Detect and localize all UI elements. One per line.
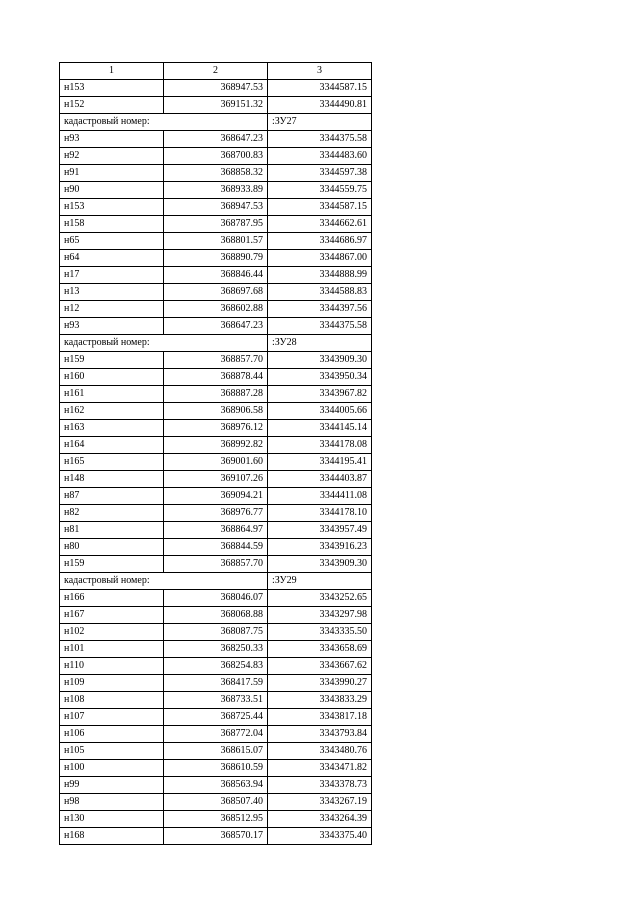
table-row [60, 726, 372, 743]
point-name: н13 [60, 284, 164, 301]
table-row [60, 386, 372, 403]
point-name: н93 [60, 318, 164, 335]
coordinate-y: 3343267.19 [268, 794, 372, 811]
coordinate-y: 3344375.58 [268, 131, 372, 148]
coordinate-y: 3344559.75 [268, 182, 372, 199]
point-name: н159 [60, 556, 164, 573]
table-row [60, 607, 372, 624]
table-row [60, 352, 372, 369]
column-header-2: 2 [164, 63, 268, 80]
coordinate-x: 368976.12 [164, 420, 268, 437]
table-row [60, 97, 372, 114]
coordinate-x: 368700.83 [164, 148, 268, 165]
point-name: н80 [60, 539, 164, 556]
cadastral-number-row [60, 573, 372, 590]
coordinate-y: 3343658.69 [268, 641, 372, 658]
point-name: н91 [60, 165, 164, 182]
coordinate-y: 3343793.84 [268, 726, 372, 743]
table-row [60, 369, 372, 386]
coordinate-y: 3343950.34 [268, 369, 372, 386]
table-row [60, 590, 372, 607]
coordinate-y: 3343667.62 [268, 658, 372, 675]
point-name: н92 [60, 148, 164, 165]
table-row [60, 301, 372, 318]
point-name: н130 [60, 811, 164, 828]
point-name: н101 [60, 641, 164, 658]
coordinate-x: 368563.94 [164, 777, 268, 794]
point-name: н106 [60, 726, 164, 743]
table-row [60, 709, 372, 726]
table-row [60, 505, 372, 522]
coordinate-y: 3344588.83 [268, 284, 372, 301]
table-row [60, 454, 372, 471]
coordinate-y: 3344005.66 [268, 403, 372, 420]
coordinate-x: 368733.51 [164, 692, 268, 709]
point-name: н82 [60, 505, 164, 522]
coordinate-y: 3344178.08 [268, 437, 372, 454]
column-header-3: 3 [268, 63, 372, 80]
coordinate-y: 3343480.76 [268, 743, 372, 760]
point-name: н99 [60, 777, 164, 794]
point-name: н17 [60, 267, 164, 284]
coordinate-x: 369094.21 [164, 488, 268, 505]
coordinate-y: 3343909.30 [268, 352, 372, 369]
coordinate-y: 3344686.97 [268, 233, 372, 250]
coordinate-y: 3344375.58 [268, 318, 372, 335]
coordinates-table [59, 62, 372, 845]
table-row [60, 641, 372, 658]
point-name: н105 [60, 743, 164, 760]
coordinate-x: 368250.33 [164, 641, 268, 658]
point-name: н165 [60, 454, 164, 471]
coordinate-y: 3343833.29 [268, 692, 372, 709]
table-row [60, 403, 372, 420]
point-name: н162 [60, 403, 164, 420]
coordinate-x: 368947.53 [164, 199, 268, 216]
point-name: н64 [60, 250, 164, 267]
point-name: н109 [60, 675, 164, 692]
coordinate-x: 368933.89 [164, 182, 268, 199]
table-row [60, 675, 372, 692]
coordinate-y: 3343264.39 [268, 811, 372, 828]
cadastral-number-value: :ЗУ29 [268, 573, 372, 590]
cadastral-number-spacer [164, 335, 268, 352]
point-name: н110 [60, 658, 164, 675]
point-name: н153 [60, 80, 164, 97]
coordinate-x: 368647.23 [164, 131, 268, 148]
table-row [60, 794, 372, 811]
coordinate-x: 368858.32 [164, 165, 268, 182]
table-row [60, 420, 372, 437]
coordinate-x: 368801.57 [164, 233, 268, 250]
point-name: н108 [60, 692, 164, 709]
coordinate-y: 3343967.82 [268, 386, 372, 403]
coordinate-y: 3343817.18 [268, 709, 372, 726]
coordinate-x: 368602.88 [164, 301, 268, 318]
point-name: н160 [60, 369, 164, 386]
coordinate-x: 368857.70 [164, 352, 268, 369]
table-row [60, 522, 372, 539]
table-row [60, 624, 372, 641]
coordinate-x: 368697.68 [164, 284, 268, 301]
table-row [60, 692, 372, 709]
table-row [60, 828, 372, 845]
point-name: н65 [60, 233, 164, 250]
point-name: н153 [60, 199, 164, 216]
coordinate-y: 3344195.41 [268, 454, 372, 471]
point-name: н168 [60, 828, 164, 845]
coordinate-x: 368417.59 [164, 675, 268, 692]
coordinate-y: 3344397.56 [268, 301, 372, 318]
coordinate-y: 3343909.30 [268, 556, 372, 573]
coordinate-x: 368087.75 [164, 624, 268, 641]
coordinate-y: 3344145.14 [268, 420, 372, 437]
point-name: н107 [60, 709, 164, 726]
point-name: н90 [60, 182, 164, 199]
point-name: н148 [60, 471, 164, 488]
point-name: н167 [60, 607, 164, 624]
coordinate-x: 369151.32 [164, 97, 268, 114]
point-name: н152 [60, 97, 164, 114]
coordinate-y: 3343335.50 [268, 624, 372, 641]
coordinate-x: 368615.07 [164, 743, 268, 760]
table-row [60, 267, 372, 284]
coordinate-x: 368947.53 [164, 80, 268, 97]
coordinate-x: 368507.40 [164, 794, 268, 811]
table-row [60, 318, 372, 335]
coordinate-y: 3344587.15 [268, 80, 372, 97]
coordinate-y: 3343916.23 [268, 539, 372, 556]
point-name: н159 [60, 352, 164, 369]
coordinate-x: 368976.77 [164, 505, 268, 522]
coordinate-y: 3344490.81 [268, 97, 372, 114]
coordinate-x: 368787.95 [164, 216, 268, 233]
point-name: н161 [60, 386, 164, 403]
table-row [60, 471, 372, 488]
table-row [60, 488, 372, 505]
coordinate-x: 368570.17 [164, 828, 268, 845]
coordinate-y: 3343990.27 [268, 675, 372, 692]
table-row [60, 80, 372, 97]
coordinate-y: 3343378.73 [268, 777, 372, 794]
coordinate-x: 368857.70 [164, 556, 268, 573]
coordinate-y: 3343252.65 [268, 590, 372, 607]
table-row [60, 658, 372, 675]
coordinate-x: 368647.23 [164, 318, 268, 335]
cadastral-number-label: кадастровый номер: [60, 114, 164, 131]
coordinate-y: 3344587.15 [268, 199, 372, 216]
cadastral-number-spacer [164, 114, 268, 131]
table-row [60, 811, 372, 828]
point-name: н166 [60, 590, 164, 607]
coordinate-x: 368846.44 [164, 267, 268, 284]
coordinate-y: 3344411.08 [268, 488, 372, 505]
cadastral-number-value: :ЗУ28 [268, 335, 372, 352]
coordinate-y: 3344867.00 [268, 250, 372, 267]
table-row [60, 760, 372, 777]
table-row [60, 199, 372, 216]
cadastral-number-value: :ЗУ27 [268, 114, 372, 131]
cadastral-number-row [60, 335, 372, 352]
table-row [60, 284, 372, 301]
table-row [60, 182, 372, 199]
point-name: н93 [60, 131, 164, 148]
coordinate-y: 3344597.38 [268, 165, 372, 182]
coordinate-y: 3344178.10 [268, 505, 372, 522]
coordinate-x: 368878.44 [164, 369, 268, 386]
table-row [60, 131, 372, 148]
coordinates-table-body [60, 63, 372, 845]
coordinate-x: 368887.28 [164, 386, 268, 403]
coordinate-y: 3343471.82 [268, 760, 372, 777]
coordinate-x: 368864.97 [164, 522, 268, 539]
point-name: н164 [60, 437, 164, 454]
coordinate-y: 3344662.61 [268, 216, 372, 233]
coordinate-x: 368046.07 [164, 590, 268, 607]
coordinate-x: 368844.59 [164, 539, 268, 556]
table-row [60, 539, 372, 556]
table-header-row [60, 63, 372, 80]
coordinate-x: 368906.58 [164, 403, 268, 420]
point-name: н100 [60, 760, 164, 777]
table-row [60, 777, 372, 794]
coordinate-x: 369107.26 [164, 471, 268, 488]
table-row [60, 148, 372, 165]
coordinate-y: 3343375.40 [268, 828, 372, 845]
coordinate-y: 3343297.98 [268, 607, 372, 624]
coordinate-x: 368068.88 [164, 607, 268, 624]
coordinate-x: 368610.59 [164, 760, 268, 777]
point-name: н102 [60, 624, 164, 641]
table-row [60, 437, 372, 454]
cadastral-number-label: кадастровый номер: [60, 335, 164, 352]
coordinate-y: 3344888.99 [268, 267, 372, 284]
table-row [60, 250, 372, 267]
coordinate-y: 3344483.60 [268, 148, 372, 165]
point-name: н158 [60, 216, 164, 233]
coordinate-x: 368254.83 [164, 658, 268, 675]
table-row [60, 743, 372, 760]
cadastral-number-row [60, 114, 372, 131]
column-header-1: 1 [60, 63, 164, 80]
table-row [60, 216, 372, 233]
coordinate-y: 3343957.49 [268, 522, 372, 539]
coordinate-x: 368512.95 [164, 811, 268, 828]
coordinate-x: 368772.04 [164, 726, 268, 743]
coordinate-x: 369001.60 [164, 454, 268, 471]
cadastral-number-label: кадастровый номер: [60, 573, 164, 590]
point-name: н163 [60, 420, 164, 437]
table-row [60, 165, 372, 182]
table-row [60, 233, 372, 250]
coordinate-x: 368725.44 [164, 709, 268, 726]
coordinate-y: 3344403.87 [268, 471, 372, 488]
table-row [60, 556, 372, 573]
coordinate-x: 368890.79 [164, 250, 268, 267]
point-name: н87 [60, 488, 164, 505]
cadastral-number-spacer [164, 573, 268, 590]
point-name: н12 [60, 301, 164, 318]
point-name: н81 [60, 522, 164, 539]
coordinate-x: 368992.82 [164, 437, 268, 454]
point-name: н98 [60, 794, 164, 811]
